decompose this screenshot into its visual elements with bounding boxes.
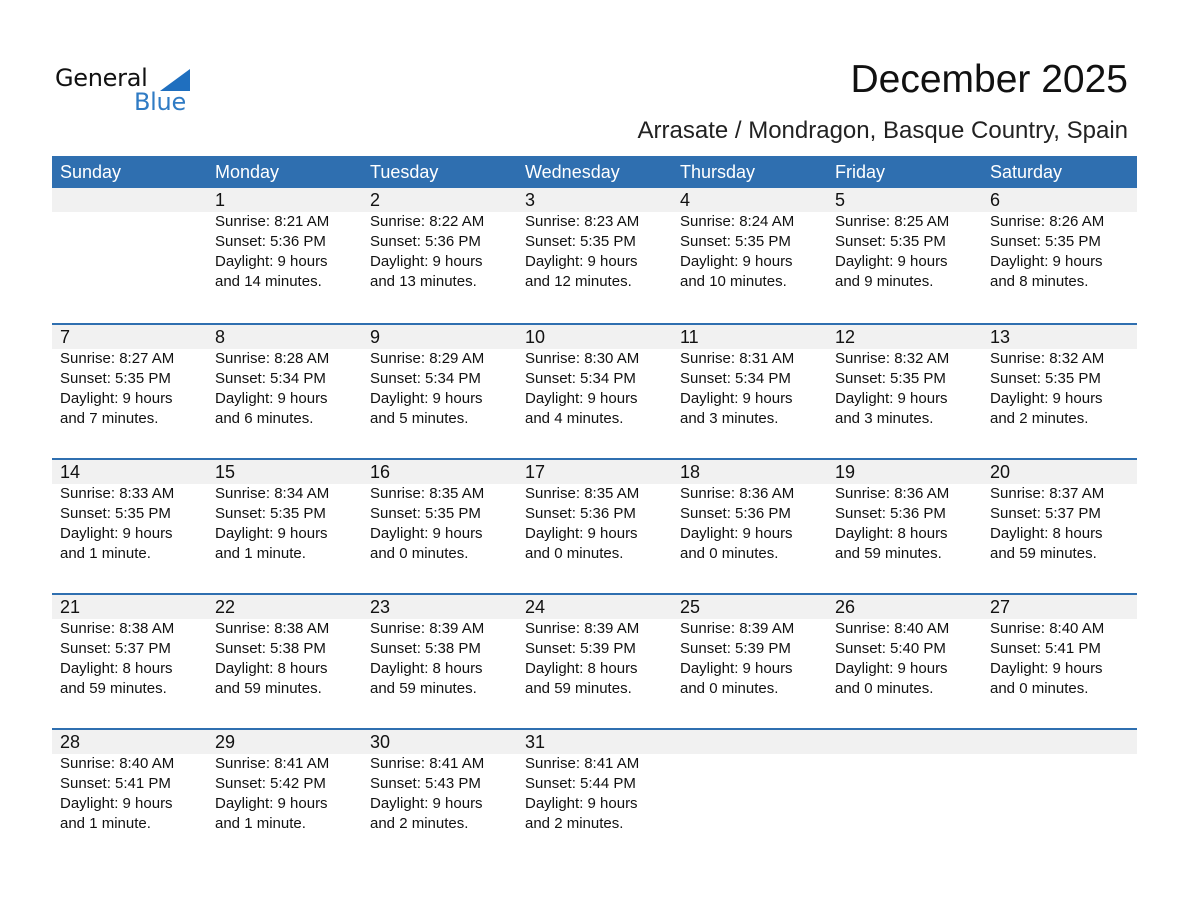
sunset-text: Sunset: 5:34 PM <box>525 370 636 387</box>
day-cell <box>982 460 1137 564</box>
daylight-text: Daylight: 8 hours <box>835 525 948 542</box>
daylight-text: Daylight: 9 hours <box>525 795 638 812</box>
minutes-text: and 0 minutes. <box>680 545 779 562</box>
day-number <box>835 730 982 754</box>
day-number: 14 <box>60 462 81 482</box>
day-number: 2 <box>370 190 381 210</box>
weekday-header <box>52 156 1137 188</box>
calendar-grid <box>52 156 1137 863</box>
week-row <box>52 188 1137 323</box>
daylight-text: Daylight: 9 hours <box>990 390 1103 407</box>
day-number: 15 <box>215 462 236 482</box>
logo-word-general: General <box>55 64 148 92</box>
daylight-text: Daylight: 9 hours <box>835 390 948 407</box>
minutes-text: and 1 minute. <box>60 815 151 832</box>
sunrise-text: Sunrise: 8:32 AM <box>990 350 1105 367</box>
sunset-text: Sunset: 5:41 PM <box>60 775 171 792</box>
minutes-text: and 2 minutes. <box>990 410 1089 427</box>
day-number: 29 <box>215 732 236 752</box>
sunrise-text: Sunrise: 8:26 AM <box>990 213 1105 230</box>
minutes-text: and 5 minutes. <box>370 410 469 427</box>
minutes-text: and 12 minutes. <box>525 273 632 290</box>
day-number: 16 <box>370 462 391 482</box>
daylight-text: Daylight: 9 hours <box>835 660 948 677</box>
sunrise-text: Sunrise: 8:22 AM <box>370 213 485 230</box>
sunrise-text: Sunrise: 8:32 AM <box>835 350 950 367</box>
sunrise-text: Sunrise: 8:33 AM <box>60 485 175 502</box>
sunset-text: Sunset: 5:34 PM <box>370 370 481 387</box>
day-number: 5 <box>835 190 846 210</box>
daylight-text: Daylight: 9 hours <box>215 525 328 542</box>
sunset-text: Sunset: 5:35 PM <box>60 370 171 387</box>
sunrise-text: Sunrise: 8:41 AM <box>525 755 640 772</box>
minutes-text: and 59 minutes. <box>215 680 322 697</box>
sunset-text: Sunset: 5:37 PM <box>990 505 1101 522</box>
day-cell <box>517 730 672 834</box>
day-number: 18 <box>680 462 701 482</box>
day-cell <box>362 325 517 429</box>
sunrise-text: Sunrise: 8:30 AM <box>525 350 640 367</box>
day-cell <box>207 325 362 429</box>
minutes-text: and 2 minutes. <box>370 815 469 832</box>
sunrise-text: Sunrise: 8:36 AM <box>680 485 795 502</box>
sunrise-text: Sunrise: 8:35 AM <box>525 485 640 502</box>
sunset-text: Sunset: 5:36 PM <box>525 505 636 522</box>
sunrise-text: Sunrise: 8:23 AM <box>525 213 640 230</box>
day-number: 8 <box>215 327 226 347</box>
sunrise-text: Sunrise: 8:38 AM <box>60 620 175 637</box>
day-number: 22 <box>215 597 236 617</box>
day-number: 13 <box>990 327 1011 347</box>
day-number: 10 <box>525 327 546 347</box>
sunset-text: Sunset: 5:38 PM <box>215 640 326 657</box>
week-row <box>52 728 1137 863</box>
weekday-label: Tuesday <box>370 162 439 182</box>
daylight-text: Daylight: 9 hours <box>525 253 638 270</box>
sunset-text: Sunset: 5:35 PM <box>680 233 791 250</box>
weekday-label: Wednesday <box>525 162 620 182</box>
day-cell <box>517 460 672 564</box>
sunset-text: Sunset: 5:44 PM <box>525 775 636 792</box>
minutes-text: and 3 minutes. <box>835 410 934 427</box>
day-number: 27 <box>990 597 1011 617</box>
daylight-text: Daylight: 9 hours <box>60 525 173 542</box>
minutes-text: and 13 minutes. <box>370 273 477 290</box>
daylight-text: Daylight: 9 hours <box>680 390 793 407</box>
sunrise-text: Sunrise: 8:35 AM <box>370 485 485 502</box>
daylight-text: Daylight: 9 hours <box>680 253 793 270</box>
daylight-text: Daylight: 8 hours <box>60 660 173 677</box>
day-cell <box>517 325 672 429</box>
daylight-text: Daylight: 9 hours <box>680 660 793 677</box>
minutes-text: and 0 minutes. <box>990 680 1089 697</box>
logo-word-blue: Blue <box>134 88 186 116</box>
sunset-text: Sunset: 5:35 PM <box>990 370 1101 387</box>
sunset-text: Sunset: 5:36 PM <box>680 505 791 522</box>
minutes-text: and 0 minutes. <box>370 545 469 562</box>
day-number: 6 <box>990 190 1001 210</box>
day-cell <box>207 730 362 834</box>
day-cell <box>517 188 672 292</box>
day-number: 25 <box>680 597 701 617</box>
minutes-text: and 4 minutes. <box>525 410 624 427</box>
weekday-label: Friday <box>835 162 886 182</box>
day-cell <box>827 730 982 834</box>
daylight-text: Daylight: 8 hours <box>370 660 483 677</box>
day-number: 12 <box>835 327 856 347</box>
minutes-text: and 59 minutes. <box>60 680 167 697</box>
sunrise-text: Sunrise: 8:39 AM <box>525 620 640 637</box>
day-number: 28 <box>60 732 81 752</box>
minutes-text: and 0 minutes. <box>835 680 934 697</box>
week-row <box>52 323 1137 458</box>
day-cell <box>52 460 207 564</box>
sunrise-text: Sunrise: 8:39 AM <box>370 620 485 637</box>
day-number: 17 <box>525 462 546 482</box>
sunset-text: Sunset: 5:35 PM <box>990 233 1101 250</box>
day-cell <box>827 325 982 429</box>
sunset-text: Sunset: 5:40 PM <box>835 640 946 657</box>
sunset-text: Sunset: 5:41 PM <box>990 640 1101 657</box>
daylight-text: Daylight: 8 hours <box>525 660 638 677</box>
day-cell <box>672 730 827 834</box>
sunset-text: Sunset: 5:35 PM <box>835 370 946 387</box>
minutes-text: and 7 minutes. <box>60 410 159 427</box>
day-number: 1 <box>215 190 226 210</box>
sunrise-text: Sunrise: 8:28 AM <box>215 350 330 367</box>
minutes-text: and 59 minutes. <box>525 680 632 697</box>
day-cell <box>982 595 1137 699</box>
sunset-text: Sunset: 5:35 PM <box>525 233 636 250</box>
sunset-text: Sunset: 5:36 PM <box>215 233 326 250</box>
minutes-text: and 59 minutes. <box>835 545 942 562</box>
daylight-text: Daylight: 9 hours <box>215 390 328 407</box>
minutes-text: and 10 minutes. <box>680 273 787 290</box>
minutes-text: and 1 minute. <box>60 545 151 562</box>
day-cell <box>827 188 982 292</box>
day-cell <box>827 595 982 699</box>
weekday-label: Saturday <box>990 162 1063 182</box>
daylight-text: Daylight: 9 hours <box>215 253 328 270</box>
sunset-text: Sunset: 5:43 PM <box>370 775 481 792</box>
day-cell <box>982 325 1137 429</box>
weekday-label: Sunday <box>60 162 122 182</box>
sunrise-text: Sunrise: 8:24 AM <box>680 213 795 230</box>
location-subtitle: Arrasate / Mondragon, Basque Country, Spain <box>637 117 1128 144</box>
daylight-text: Daylight: 9 hours <box>370 390 483 407</box>
minutes-text: and 8 minutes. <box>990 273 1089 290</box>
day-cell <box>362 730 517 834</box>
sunset-text: Sunset: 5:34 PM <box>215 370 326 387</box>
minutes-text: and 2 minutes. <box>525 815 624 832</box>
minutes-text: and 6 minutes. <box>215 410 314 427</box>
day-cell <box>517 595 672 699</box>
sunset-text: Sunset: 5:42 PM <box>215 775 326 792</box>
daylight-text: Daylight: 9 hours <box>525 390 638 407</box>
week-row <box>52 593 1137 728</box>
daylight-text: Daylight: 9 hours <box>370 525 483 542</box>
day-number: 9 <box>370 327 381 347</box>
sunrise-text: Sunrise: 8:31 AM <box>680 350 795 367</box>
day-number: 24 <box>525 597 546 617</box>
sunrise-text: Sunrise: 8:38 AM <box>215 620 330 637</box>
daylight-text: Daylight: 9 hours <box>215 795 328 812</box>
sunrise-text: Sunrise: 8:40 AM <box>835 620 950 637</box>
sunset-text: Sunset: 5:35 PM <box>370 505 481 522</box>
day-cell <box>52 188 207 292</box>
day-cell <box>207 188 362 292</box>
sunset-text: Sunset: 5:39 PM <box>525 640 636 657</box>
minutes-text: and 9 minutes. <box>835 273 934 290</box>
sunrise-text: Sunrise: 8:29 AM <box>370 350 485 367</box>
day-number: 31 <box>525 732 546 752</box>
week-row <box>52 458 1137 593</box>
minutes-text: and 14 minutes. <box>215 273 322 290</box>
sunrise-text: Sunrise: 8:27 AM <box>60 350 175 367</box>
day-cell <box>982 188 1137 292</box>
day-number: 21 <box>60 597 81 617</box>
sunrise-text: Sunrise: 8:41 AM <box>370 755 485 772</box>
sunrise-text: Sunrise: 8:40 AM <box>60 755 175 772</box>
generalblue-logo <box>55 64 195 120</box>
minutes-text: and 3 minutes. <box>680 410 779 427</box>
day-cell <box>52 595 207 699</box>
sunset-text: Sunset: 5:35 PM <box>835 233 946 250</box>
sunset-text: Sunset: 5:36 PM <box>835 505 946 522</box>
minutes-text: and 0 minutes. <box>525 545 624 562</box>
day-cell <box>672 325 827 429</box>
day-number: 11 <box>680 327 699 347</box>
daylight-text: Daylight: 8 hours <box>990 525 1103 542</box>
day-cell <box>827 460 982 564</box>
sunrise-text: Sunrise: 8:41 AM <box>215 755 330 772</box>
day-cell <box>207 595 362 699</box>
daylight-text: Daylight: 9 hours <box>835 253 948 270</box>
daylight-text: Daylight: 9 hours <box>370 253 483 270</box>
sunrise-text: Sunrise: 8:36 AM <box>835 485 950 502</box>
minutes-text: and 1 minute. <box>215 545 306 562</box>
sunset-text: Sunset: 5:36 PM <box>370 233 481 250</box>
page-title: December 2025 <box>850 58 1128 101</box>
daylight-text: Daylight: 9 hours <box>680 525 793 542</box>
minutes-text: and 59 minutes. <box>370 680 477 697</box>
daylight-text: Daylight: 9 hours <box>60 795 173 812</box>
day-number: 26 <box>835 597 856 617</box>
day-cell <box>52 730 207 834</box>
day-cell <box>672 188 827 292</box>
day-cell <box>982 730 1137 834</box>
day-number <box>990 730 1137 754</box>
day-cell <box>207 460 362 564</box>
sunrise-text: Sunrise: 8:21 AM <box>215 213 330 230</box>
sunrise-text: Sunrise: 8:40 AM <box>990 620 1105 637</box>
sunrise-text: Sunrise: 8:25 AM <box>835 213 950 230</box>
day-number: 20 <box>990 462 1011 482</box>
sunrise-text: Sunrise: 8:39 AM <box>680 620 795 637</box>
day-cell <box>362 595 517 699</box>
sunset-text: Sunset: 5:38 PM <box>370 640 481 657</box>
day-number: 19 <box>835 462 856 482</box>
sunset-text: Sunset: 5:39 PM <box>680 640 791 657</box>
day-number <box>680 730 827 754</box>
day-cell <box>672 595 827 699</box>
daylight-text: Daylight: 8 hours <box>215 660 328 677</box>
sunset-text: Sunset: 5:34 PM <box>680 370 791 387</box>
day-number <box>60 188 207 212</box>
day-number: 7 <box>60 327 71 347</box>
daylight-text: Daylight: 9 hours <box>990 660 1103 677</box>
sunset-text: Sunset: 5:37 PM <box>60 640 171 657</box>
daylight-text: Daylight: 9 hours <box>60 390 173 407</box>
day-number: 23 <box>370 597 391 617</box>
daylight-text: Daylight: 9 hours <box>990 253 1103 270</box>
minutes-text: and 0 minutes. <box>680 680 779 697</box>
day-number: 3 <box>525 190 536 210</box>
daylight-text: Daylight: 9 hours <box>525 525 638 542</box>
weekday-label: Thursday <box>680 162 756 182</box>
sunrise-text: Sunrise: 8:34 AM <box>215 485 330 502</box>
daylight-text: Daylight: 9 hours <box>370 795 483 812</box>
sunset-text: Sunset: 5:35 PM <box>60 505 171 522</box>
day-cell <box>362 460 517 564</box>
day-cell <box>362 188 517 292</box>
sunset-text: Sunset: 5:35 PM <box>215 505 326 522</box>
minutes-text: and 59 minutes. <box>990 545 1097 562</box>
sunrise-text: Sunrise: 8:37 AM <box>990 485 1105 502</box>
day-number: 30 <box>370 732 391 752</box>
minutes-text: and 1 minute. <box>215 815 306 832</box>
day-cell <box>52 325 207 429</box>
weekday-label: Monday <box>215 162 280 182</box>
day-number: 4 <box>680 190 691 210</box>
day-cell <box>672 460 827 564</box>
